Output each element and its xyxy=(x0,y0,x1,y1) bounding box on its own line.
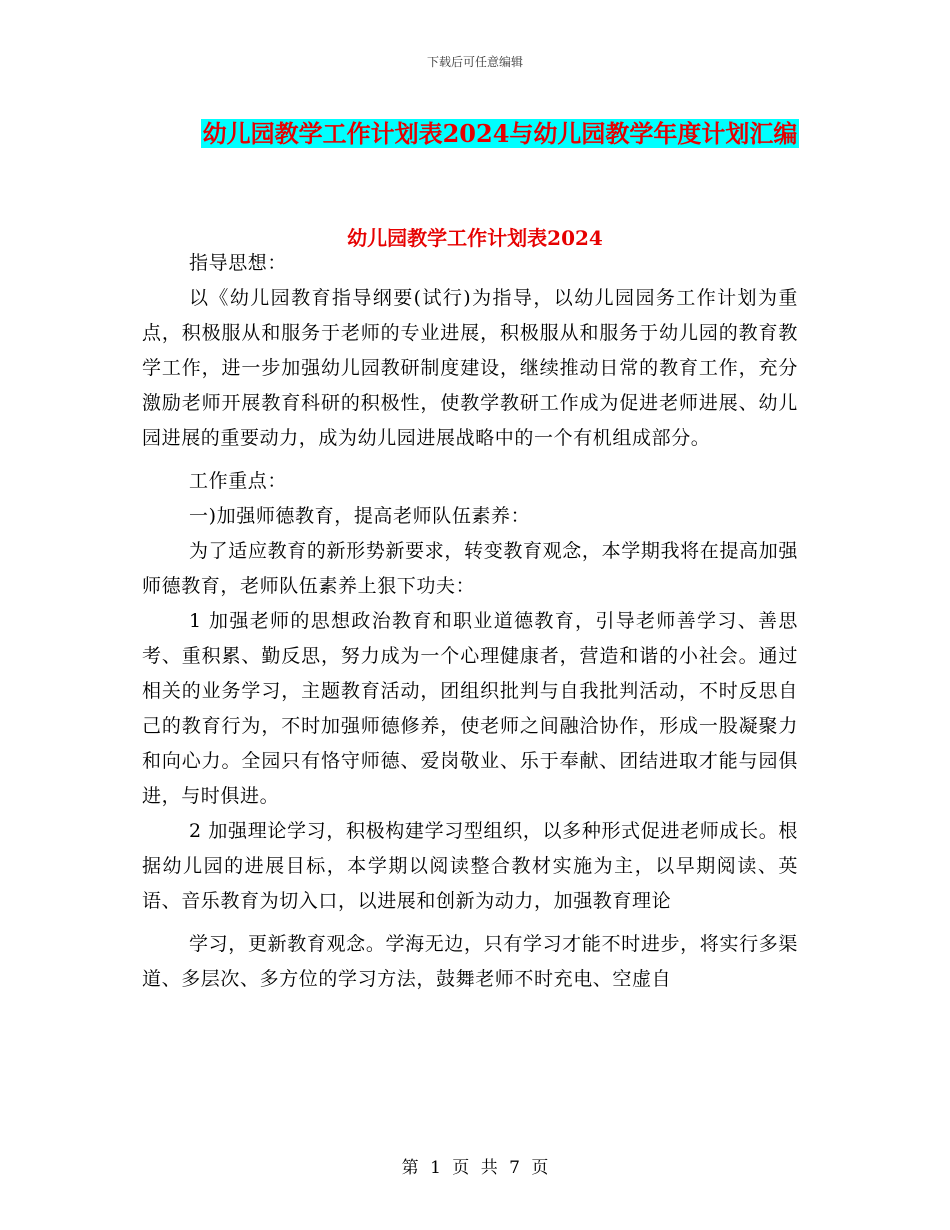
paragraph: 工作重点： xyxy=(189,470,288,492)
paragraph: 学习，更新教育观念。学海无边，只有学习才能不时进步，将实行多渠道、多层次、多方位的学习方法，鼓舞老师不时充电、空虚自 xyxy=(142,933,798,990)
paragraph: 指导思想： xyxy=(189,252,288,274)
paragraph: 以《幼儿园教育指导纲要(试行)为指导，以幼儿园园务工作计划为重点，积极服从和服务于老师的专业进展，积极服从和服务于幼儿园的教育教学工作，进一步加强幼儿园教研制度建设，继续推动日常的教育工作，充分激励老师开展教育科研的积极性，使教学教研工作成为促进老师进展、幼儿园进展的重要动力，成为幼儿园进展战略中的一个有机组成部分。 xyxy=(142,287,798,449)
page-header-note: 下载后可任意编辑 xyxy=(426,55,523,69)
paragraph: 2 加强理论学习，积极构建学习型组织，以多种形式促进老师成长。根据幼儿园的进展目标，本学期以阅读整合教材实施为主，以早期阅读、英语、音乐教育为切入口，以进展和创新为动力，加强教育理论 xyxy=(142,820,798,912)
paragraph: 一)加强师德教育，提高老师队伍素养： xyxy=(189,505,531,527)
document-title-text: 幼儿园教学工作计划表2024与幼儿园教学年度计划汇编 xyxy=(202,119,798,148)
page-footer: 第 1 页 共 7 页 xyxy=(401,1158,549,1178)
section-title: 幼儿园教学工作计划表2024 xyxy=(347,226,603,250)
document-title xyxy=(140,112,860,156)
paragraph: 为了适应教育的新形势新要求，转变教育观念，本学期我将在提高加强师德教育，老师队伍素养上狠下功夫： xyxy=(142,540,798,597)
document-body xyxy=(142,246,798,997)
paragraph: 1 加强老师的思想政治教育和职业道德教育，引导老师善学习、善思考、重积累、勤反思，努力成为一个心理健康者，营造和谐的小社会。通过相关的业务学习，主题教育活动，团组织批判与自我批判活动，不时反思自己的教育行为，不时加强师德修养，使老师之间融洽协作，形成一股凝聚力和向心力。全园只有恪守师德、爱岗敬业、乐于奉献、团结进取才能与园俱进，与时俱进。 xyxy=(142,610,798,807)
